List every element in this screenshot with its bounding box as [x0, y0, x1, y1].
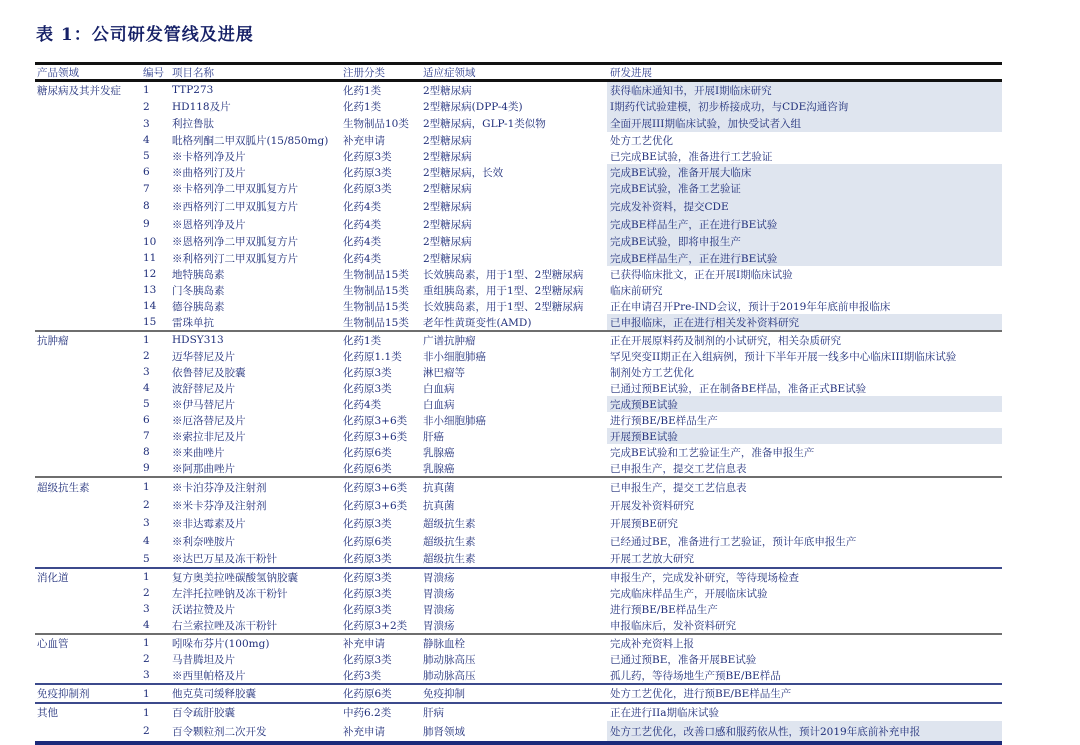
cell-ind: 2型糖尿病	[423, 236, 472, 248]
table-row	[35, 460, 1002, 476]
cell-progress: 处方工艺优化，改善口感和服药依从性，预计2019年底前补充申报	[607, 721, 1002, 741]
cell-reg: 生物制品15类	[343, 284, 409, 297]
cell-num: 1	[143, 571, 150, 583]
cell-num: 15	[143, 316, 157, 328]
cell-name: 雷珠单抗	[172, 316, 214, 329]
cell-ind: 白血病	[423, 382, 455, 395]
cell-num: 1	[143, 84, 150, 96]
cell-reg: 化药3类	[343, 669, 382, 682]
cell-progress: 开展预BE试验	[607, 428, 1002, 444]
cell-ind: 肺动脉高压	[423, 669, 476, 682]
cell-progress: 完成补充资料上报	[610, 637, 694, 650]
cell-ind: 肺肾领域	[423, 725, 465, 738]
cell-name: TTP273	[172, 84, 214, 96]
cell-num: 3	[143, 603, 150, 615]
cell-ind: 2型糖尿病	[423, 84, 472, 97]
cell-num: 2	[143, 587, 150, 599]
table-row	[35, 115, 1002, 132]
cell-reg: 化药原3类	[343, 150, 392, 163]
cell-num: 6	[143, 166, 150, 178]
cell-name: 马昔腾坦及片	[172, 653, 235, 666]
cell-name: ※阿那曲唑片	[172, 462, 235, 475]
cell-num: 2	[143, 499, 150, 511]
cell-progress: 处方工艺优化	[610, 134, 673, 147]
cell-name: 地特胰岛素	[172, 268, 225, 281]
cell-area: 抗肿瘤	[37, 334, 69, 347]
cell-ind: 2型糖尿病	[423, 134, 472, 147]
cell-ind: 2型糖尿病	[423, 150, 472, 163]
cell-name: 迈华替尼及片	[172, 350, 235, 363]
header-area: 产品领域	[37, 66, 79, 79]
cell-progress: 已申报生产，提交工艺信息表	[610, 481, 747, 494]
cell-progress: 正在申请召开Pre-IND会议，预计于2019年年底前申报临床	[610, 300, 891, 313]
table-title: 表 1：公司研发管线及进展	[36, 25, 254, 45]
cell-reg: 化药原3类	[343, 603, 392, 616]
table-row	[35, 298, 1002, 314]
cell-ind: 广谱抗肿瘤	[423, 334, 476, 347]
cell-ind: 长效胰岛素，用于1型、2型糖尿病	[423, 300, 584, 313]
table-row	[35, 496, 1002, 514]
cell-area: 其他	[37, 707, 58, 719]
cell-reg: 化药原6类	[343, 535, 392, 548]
table-row	[35, 197, 1002, 215]
cell-num: 14	[143, 300, 157, 312]
cell-num: 1	[143, 687, 150, 700]
cell-ind: 非小细胞肺癌	[423, 414, 486, 427]
cell-name: HDSY313	[172, 334, 224, 346]
cell-progress: 完成BE样品生产，正在进行BE试验	[607, 250, 1002, 266]
table-row	[35, 282, 1002, 298]
cell-ind: 2型糖尿病(DPP-4类)	[423, 101, 523, 113]
cell-reg: 化药4类	[343, 200, 382, 213]
table-row	[35, 148, 1002, 164]
cell-num: 2	[143, 653, 150, 665]
cell-reg: 化药原3类	[343, 183, 392, 195]
cell-progress: 完成BE试验，准备开展大临床	[607, 164, 1002, 180]
cell-num: 7	[143, 182, 150, 195]
cell-ind: 抗真菌	[423, 481, 455, 494]
table-row	[35, 667, 1002, 683]
cell-ind: 淋巴瘤等	[423, 366, 465, 379]
table-row	[35, 617, 1002, 633]
cell-progress: 孤儿药，等待场地生产预BE/BE样品	[610, 669, 781, 682]
cell-reg: 化药4类	[343, 236, 382, 248]
cell-reg: 化药原3+6类	[343, 481, 408, 494]
cell-reg: 生物制品10类	[343, 118, 409, 130]
cell-ind: 超级抗生素	[423, 517, 476, 530]
table-row	[35, 444, 1002, 460]
cell-num: 4	[143, 535, 150, 547]
cell-reg: 补充申请	[343, 725, 385, 738]
cell-num: 12	[143, 268, 157, 280]
cell-reg: 化药原3类	[343, 653, 392, 666]
cell-progress: 已通过预BE试验，正在制备BE样品，准备正式BE试验	[610, 382, 867, 395]
cell-name: 沃诺拉赞及片	[172, 603, 235, 616]
table-row	[35, 250, 1002, 266]
cell-num: 4	[143, 382, 150, 394]
cell-name: ※曲格列汀及片	[172, 166, 246, 179]
table-row	[35, 532, 1002, 550]
cell-ind: 免疫抑制	[423, 688, 465, 700]
table-row	[35, 514, 1002, 532]
cell-reg: 化药4类	[343, 218, 382, 231]
cell-name: 他克莫司缓释胶囊	[172, 688, 256, 700]
cell-reg: 化药1类	[343, 84, 382, 97]
table-row	[35, 364, 1002, 380]
cell-reg: 化药原3+2类	[343, 619, 408, 632]
cell-num: 2	[143, 100, 150, 113]
cell-reg: 化药原3类	[343, 571, 392, 584]
table-row	[35, 164, 1002, 180]
cell-name: 吡格列酮二甲双胍片(15/850mg)	[172, 134, 329, 147]
cell-ind: 长效胰岛素，用于1型、2型糖尿病	[423, 268, 584, 281]
table-row	[35, 585, 1002, 601]
cell-ind: 胃溃疡	[423, 619, 455, 632]
cell-num: 2	[143, 725, 150, 737]
table-row	[35, 380, 1002, 396]
cell-progress: 正在进行IIa期临床试验	[610, 707, 720, 719]
cell-reg: 化药原6类	[343, 688, 392, 700]
cell-progress: 完成临床样品生产，开展临床试验	[610, 587, 768, 600]
cell-num: 1	[143, 706, 150, 719]
cell-reg: 化药4类	[343, 252, 382, 265]
cell-progress: 临床前研究	[610, 284, 663, 297]
cell-name: ※非达霉素及片	[172, 517, 246, 530]
cell-ind: 胃溃疡	[423, 603, 455, 616]
cell-progress: 处方工艺优化，进行预BE/BE样品生产	[610, 688, 792, 700]
cell-name: 百令颗粒剂二次开发	[172, 725, 267, 738]
cell-reg: 补充申请	[343, 134, 385, 147]
table-header	[35, 65, 1002, 79]
cell-ind: 2型糖尿病	[423, 200, 472, 213]
table-row	[35, 396, 1002, 412]
cell-progress: 全面开展III期临床试验，加快受试者入组	[607, 115, 1002, 132]
cell-name: ※恩格列净及片	[172, 218, 246, 231]
cell-reg: 化药原1.1类	[343, 350, 402, 363]
cell-area: 消化道	[37, 571, 69, 584]
cell-num: 5	[143, 150, 150, 162]
table-row	[35, 98, 1002, 115]
cell-reg: 生物制品15类	[343, 316, 409, 329]
cell-reg: 化药1类	[343, 334, 382, 347]
cell-num: 9	[143, 462, 150, 474]
cell-reg: 化药原3+6类	[343, 430, 408, 443]
cell-num: 8	[143, 200, 150, 212]
cell-name: ※利格列汀二甲双胍复方片	[172, 252, 298, 265]
cell-reg: 化药原3类	[343, 382, 392, 395]
cell-num: 1	[143, 637, 150, 649]
table-row	[35, 348, 1002, 364]
cell-name: 利拉鲁肽	[172, 118, 214, 130]
cell-progress: 完成BE样品生产，正在进行BE试验	[607, 215, 1002, 233]
table-row	[35, 704, 1002, 721]
table-row	[35, 569, 1002, 585]
cell-reg: 化药原3类	[343, 517, 392, 530]
cell-ind: 肺动脉高压	[423, 653, 476, 666]
cell-ind: 超级抗生素	[423, 535, 476, 548]
cell-name: 复方奥美拉唑碳酸氢钠胶囊	[172, 571, 298, 584]
cell-num: 3	[143, 117, 150, 130]
cell-area: 心血管	[37, 637, 69, 650]
cell-num: 11	[143, 252, 157, 264]
header-prog: 研发进展	[610, 66, 652, 79]
cell-progress: 申报生产，完成发补研究，等待现场检查	[610, 571, 799, 584]
cell-name: 吲哚布芬片(100mg)	[172, 637, 270, 650]
cell-progress: 完成BE试验，准备工艺验证	[607, 180, 1002, 197]
cell-name: HD118及片	[172, 101, 231, 113]
cell-ind: 超级抗生素	[423, 553, 476, 565]
cell-reg: 化药原3类	[343, 553, 392, 565]
table-row	[35, 428, 1002, 444]
table-row	[35, 132, 1002, 148]
table-row	[35, 412, 1002, 428]
cell-num: 3	[143, 517, 150, 529]
cell-num: 1	[143, 481, 150, 493]
cell-progress: 完成预BE试验	[607, 396, 1002, 412]
cell-progress: 开展发补资料研究	[610, 499, 694, 512]
cell-progress: 完成发补资料，提交CDE	[607, 197, 1002, 215]
cell-name: ※利奈唑胺片	[172, 535, 235, 548]
table-row	[35, 332, 1002, 348]
cell-reg: 中药6.2类	[343, 707, 392, 719]
cell-area: 免疫抑制剂	[37, 688, 90, 700]
cell-ind: 乳腺癌	[423, 462, 455, 475]
cell-ind: 胃溃疡	[423, 571, 455, 584]
cell-progress: 开展预BE研究	[610, 517, 678, 530]
cell-progress: I期药代试验建模，初步桥接成功，与CDE沟通咨询	[607, 98, 1002, 115]
cell-ind: 2型糖尿病	[423, 218, 472, 231]
cell-name: ※厄洛替尼及片	[172, 414, 246, 427]
cell-reg: 化药原6类	[343, 462, 392, 475]
cell-name: ※卡格列净及片	[172, 150, 246, 163]
cell-name: ※索拉非尼及片	[172, 430, 246, 443]
cell-num: 9	[143, 218, 150, 230]
cell-name: ※伊马替尼片	[172, 398, 235, 411]
cell-progress: 进行预BE/BE样品生产	[610, 414, 718, 427]
table-row	[35, 266, 1002, 282]
table-row	[35, 233, 1002, 250]
cell-ind: 2型糖尿病，长效	[423, 166, 504, 179]
cell-num: 4	[143, 134, 150, 146]
cell-name: 右兰索拉唑及冻干粉针	[172, 619, 277, 632]
header-reg: 注册分类	[343, 66, 385, 79]
cell-num: 1	[143, 334, 150, 346]
table-row	[35, 721, 1002, 741]
cell-progress: 已完成BE试验，准备进行工艺验证	[610, 150, 773, 163]
cell-progress: 已申报临床，正在进行相关发补资料研究	[607, 314, 1002, 330]
cell-num: 2	[143, 350, 150, 362]
table-row	[35, 314, 1002, 330]
cell-num: 3	[143, 669, 150, 681]
cell-reg: 化药原6类	[343, 446, 392, 459]
cell-name: 左泮托拉唑钠及冻干粉针	[172, 587, 288, 600]
cell-reg: 化药原3类	[343, 166, 392, 179]
cell-reg: 生物制品15类	[343, 300, 409, 313]
table-row	[35, 550, 1002, 567]
cell-name: 德谷胰岛素	[172, 300, 225, 313]
cell-progress: 罕见突变II期正在入组病例，预计下半年开展一线多中心临床III期临床试验	[610, 350, 957, 363]
cell-name: ※西里帕格及片	[172, 669, 246, 682]
cell-name: ※卡泊芬净及注射剂	[172, 481, 267, 494]
cell-ind: 2型糖尿病	[423, 252, 472, 265]
table-row	[35, 601, 1002, 617]
header-ind: 适应症领域	[423, 66, 476, 79]
bottom-rule	[35, 741, 1002, 745]
cell-num: 8	[143, 446, 150, 458]
cell-reg: 化药原3类	[343, 587, 392, 600]
table-row	[35, 478, 1002, 496]
cell-ind: 胃溃疡	[423, 587, 455, 600]
cell-reg: 化药原3类	[343, 366, 392, 379]
cell-name: ※西格列汀二甲双胍复方片	[172, 200, 298, 213]
table-row	[35, 651, 1002, 667]
cell-num: 6	[143, 414, 150, 426]
cell-name: 门冬胰岛素	[172, 284, 225, 297]
cell-ind: 老年性黄斑变性(AMD)	[423, 316, 532, 329]
cell-ind: 2型糖尿病	[423, 183, 472, 195]
cell-num: 3	[143, 366, 150, 378]
cell-reg: 化药原3+6类	[343, 414, 408, 427]
cell-num: 4	[143, 619, 150, 631]
cell-name: 波舒替尼及片	[172, 382, 235, 395]
cell-progress: 完成BE试验，即将申报生产	[607, 233, 1002, 250]
cell-progress: 开展工艺放大研究	[610, 553, 694, 565]
cell-progress: 已获得临床批文，正在开展I期临床试验	[610, 268, 793, 281]
cell-progress: 进行预BE/BE样品生产	[610, 603, 718, 616]
cell-reg: 补充申请	[343, 637, 385, 650]
cell-ind: 静脉血栓	[423, 637, 465, 650]
cell-name: ※卡格列净二甲双胍复方片	[172, 183, 298, 195]
cell-progress: 完成BE试验和工艺验证生产，准备申报生产	[610, 446, 815, 459]
cell-num: 10	[143, 235, 157, 248]
header-name: 项目名称	[172, 66, 214, 79]
table-row	[35, 180, 1002, 197]
pipeline-table	[35, 62, 1002, 745]
cell-area: 超级抗生素	[37, 481, 90, 494]
cell-num: 7	[143, 430, 150, 442]
cell-progress: 申报临床后，发补资料研究	[610, 619, 736, 632]
cell-ind: 重组胰岛素，用于1型、2型糖尿病	[423, 284, 584, 297]
cell-ind: 肝病	[423, 707, 444, 719]
cell-progress: 正在开展原料药及制剂的小试研究，相关杂质研究	[610, 334, 841, 347]
cell-ind: 抗真菌	[423, 499, 455, 512]
cell-name: ※达巴万星及冻干粉针	[172, 553, 277, 565]
table-row	[35, 215, 1002, 233]
cell-ind: 肝癌	[423, 430, 444, 443]
cell-num: 13	[143, 284, 157, 296]
cell-progress: 获得临床通知书，开展I期临床研究	[607, 82, 1002, 98]
cell-reg: 化药原3+6类	[343, 499, 408, 512]
cell-progress: 已申报生产，提交工艺信息表	[610, 462, 747, 475]
cell-progress: 制剂处方工艺优化	[610, 366, 694, 379]
table-body	[35, 82, 1002, 745]
table-row	[35, 685, 1002, 702]
table-row	[35, 82, 1002, 98]
cell-ind: 非小细胞肺癌	[423, 350, 486, 363]
cell-name: 依鲁替尼及胶囊	[172, 366, 246, 379]
cell-progress: 已经通过BE，准备进行工艺验证，预计年底申报生产	[610, 535, 857, 548]
cell-reg: 化药1类	[343, 101, 382, 113]
cell-reg: 生物制品15类	[343, 268, 409, 281]
cell-area: 糖尿病及其并发症	[37, 84, 121, 97]
cell-name: ※米卡芬净及注射剂	[172, 499, 267, 512]
header-num: 编号	[143, 66, 164, 79]
cell-ind: 2型糖尿病，GLP-1类似物	[423, 118, 546, 130]
cell-ind: 白血病	[423, 398, 455, 411]
table-row	[35, 635, 1002, 651]
cell-ind: 乳腺癌	[423, 446, 455, 459]
cell-num: 5	[143, 552, 150, 565]
cell-name: ※恩格列净二甲双胍复方片	[172, 236, 298, 248]
cell-num: 5	[143, 398, 150, 410]
cell-reg: 化药4类	[343, 398, 382, 411]
cell-name: ※来曲唑片	[172, 446, 225, 459]
cell-name: 百令疏肝胶囊	[172, 707, 235, 719]
cell-progress: 已通过预BE，准备开展BE试验	[610, 653, 757, 666]
